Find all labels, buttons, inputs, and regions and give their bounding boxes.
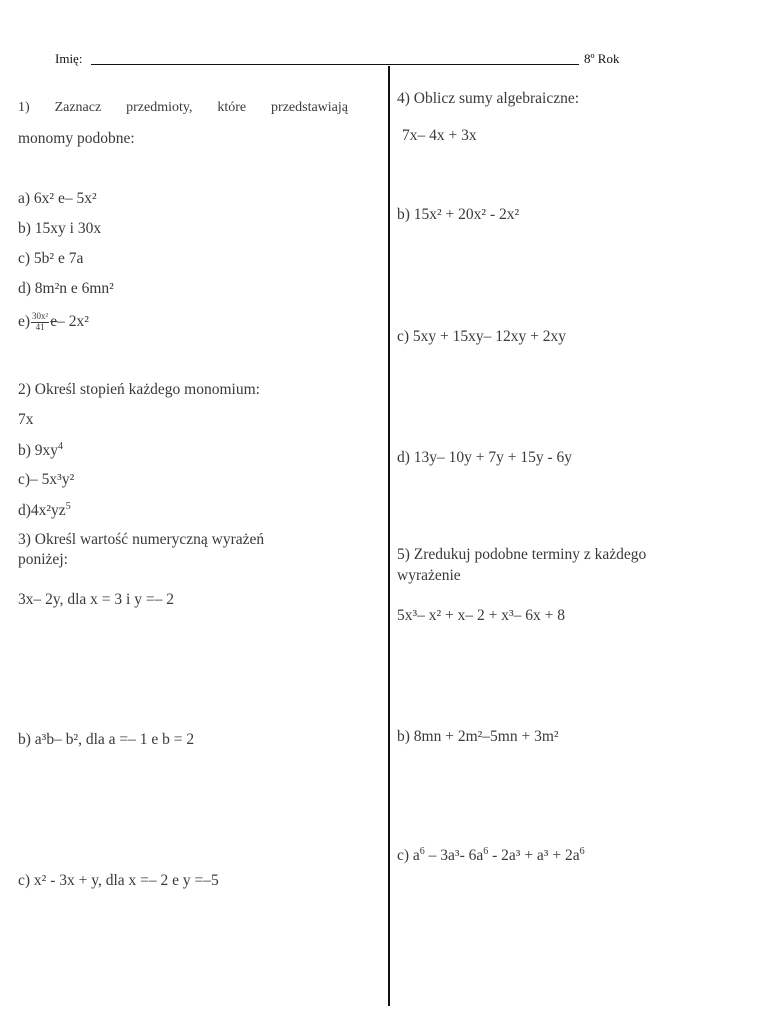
q5-item-c-exponent: 6	[579, 846, 585, 857]
name-label: Imię:	[55, 51, 83, 66]
column-divider	[388, 66, 390, 1006]
q5-item-b: b) 8mn + 2m²–5mn + 3m²	[397, 728, 559, 745]
q5-item-c-exponent: 6	[419, 846, 425, 857]
q5-title-line2: wyrażenie	[397, 567, 461, 584]
q3-item-c: c) x² - 3x + y, dla x =– 2 e y =–5	[18, 872, 219, 889]
q3-item-a: 3x– 2y, dla x = 3 i y =– 2	[18, 591, 174, 608]
q5-title-line1: 5) Zredukuj podobne terminy z każdego	[397, 546, 647, 563]
grade-label: 8º Rok	[584, 51, 620, 66]
q5-item-c-part: c) a	[397, 847, 420, 865]
q5-item-c-part: - 2a³ + a³ + 2a	[488, 847, 580, 865]
q3-item-b: b) a³b– b², dla a =– 1 e b = 2	[18, 731, 195, 748]
q2-item-d-text: d)4x²yz	[18, 502, 66, 520]
q1-item-e-prefix: e)	[18, 312, 31, 330]
fraction-denominator: 41	[35, 321, 45, 332]
q1-title-line2: monomy podobne:	[18, 130, 135, 147]
q1-title-line1: 1) Zaznacz przedmioty, które przedstawiają	[18, 100, 348, 115]
q5-item-c-part: – 3a³- 6a	[424, 847, 484, 865]
q2-item-a: 7x	[18, 411, 34, 428]
q4-item-c: c) 5xy + 15xy– 12xy + 2xy	[397, 328, 567, 345]
q2-item-b	[18, 442, 63, 459]
q1-item-e-fraction	[31, 312, 49, 333]
q1-item-e-strike: e	[50, 312, 58, 330]
q1-item-d: d) 8m²n e 6mn²	[18, 280, 114, 297]
q4-item-d: d) 13y– 10y + 7y + 15y - 6y	[397, 449, 573, 466]
q4-item-b: b) 15x² + 20x² - 2x²	[397, 206, 520, 223]
q2-item-d	[18, 502, 71, 519]
name-input-line[interactable]	[91, 64, 579, 65]
q2-item-c: c)– 5x³y²	[18, 471, 75, 488]
q5-item-a: 5x³– x² + x– 2 + x³– 6x + 8	[397, 607, 566, 624]
q4-title: 4) Oblicz sumy algebraiczne:	[397, 90, 580, 107]
q4-item-a: 7x– 4x + 3x	[402, 127, 477, 144]
q2-item-b-exponent: 4	[58, 441, 64, 452]
q5-item-c	[397, 847, 585, 864]
q2-item-d-exponent: 5	[65, 501, 71, 512]
q5-item-c-exponent: 6	[483, 846, 489, 857]
q1-item-a: a) 6x² e– 5x²	[18, 190, 97, 207]
q1-item-e	[18, 312, 89, 333]
fraction-numerator: 30x²	[32, 311, 49, 321]
q2-item-b-text: b) 9xy	[18, 442, 59, 460]
q1-item-b: b) 15xy i 30x	[18, 220, 102, 237]
q1-item-c: c) 5b² e 7a	[18, 250, 84, 267]
q3-title-line2: poniżej:	[18, 551, 68, 568]
q2-title: 2) Określ stopień każdego monomium:	[18, 381, 260, 398]
q1-item-e-suffix: – 2x²	[57, 312, 89, 330]
q3-title-line1: 3) Określ wartość numeryczną wyrażeń	[18, 531, 265, 548]
